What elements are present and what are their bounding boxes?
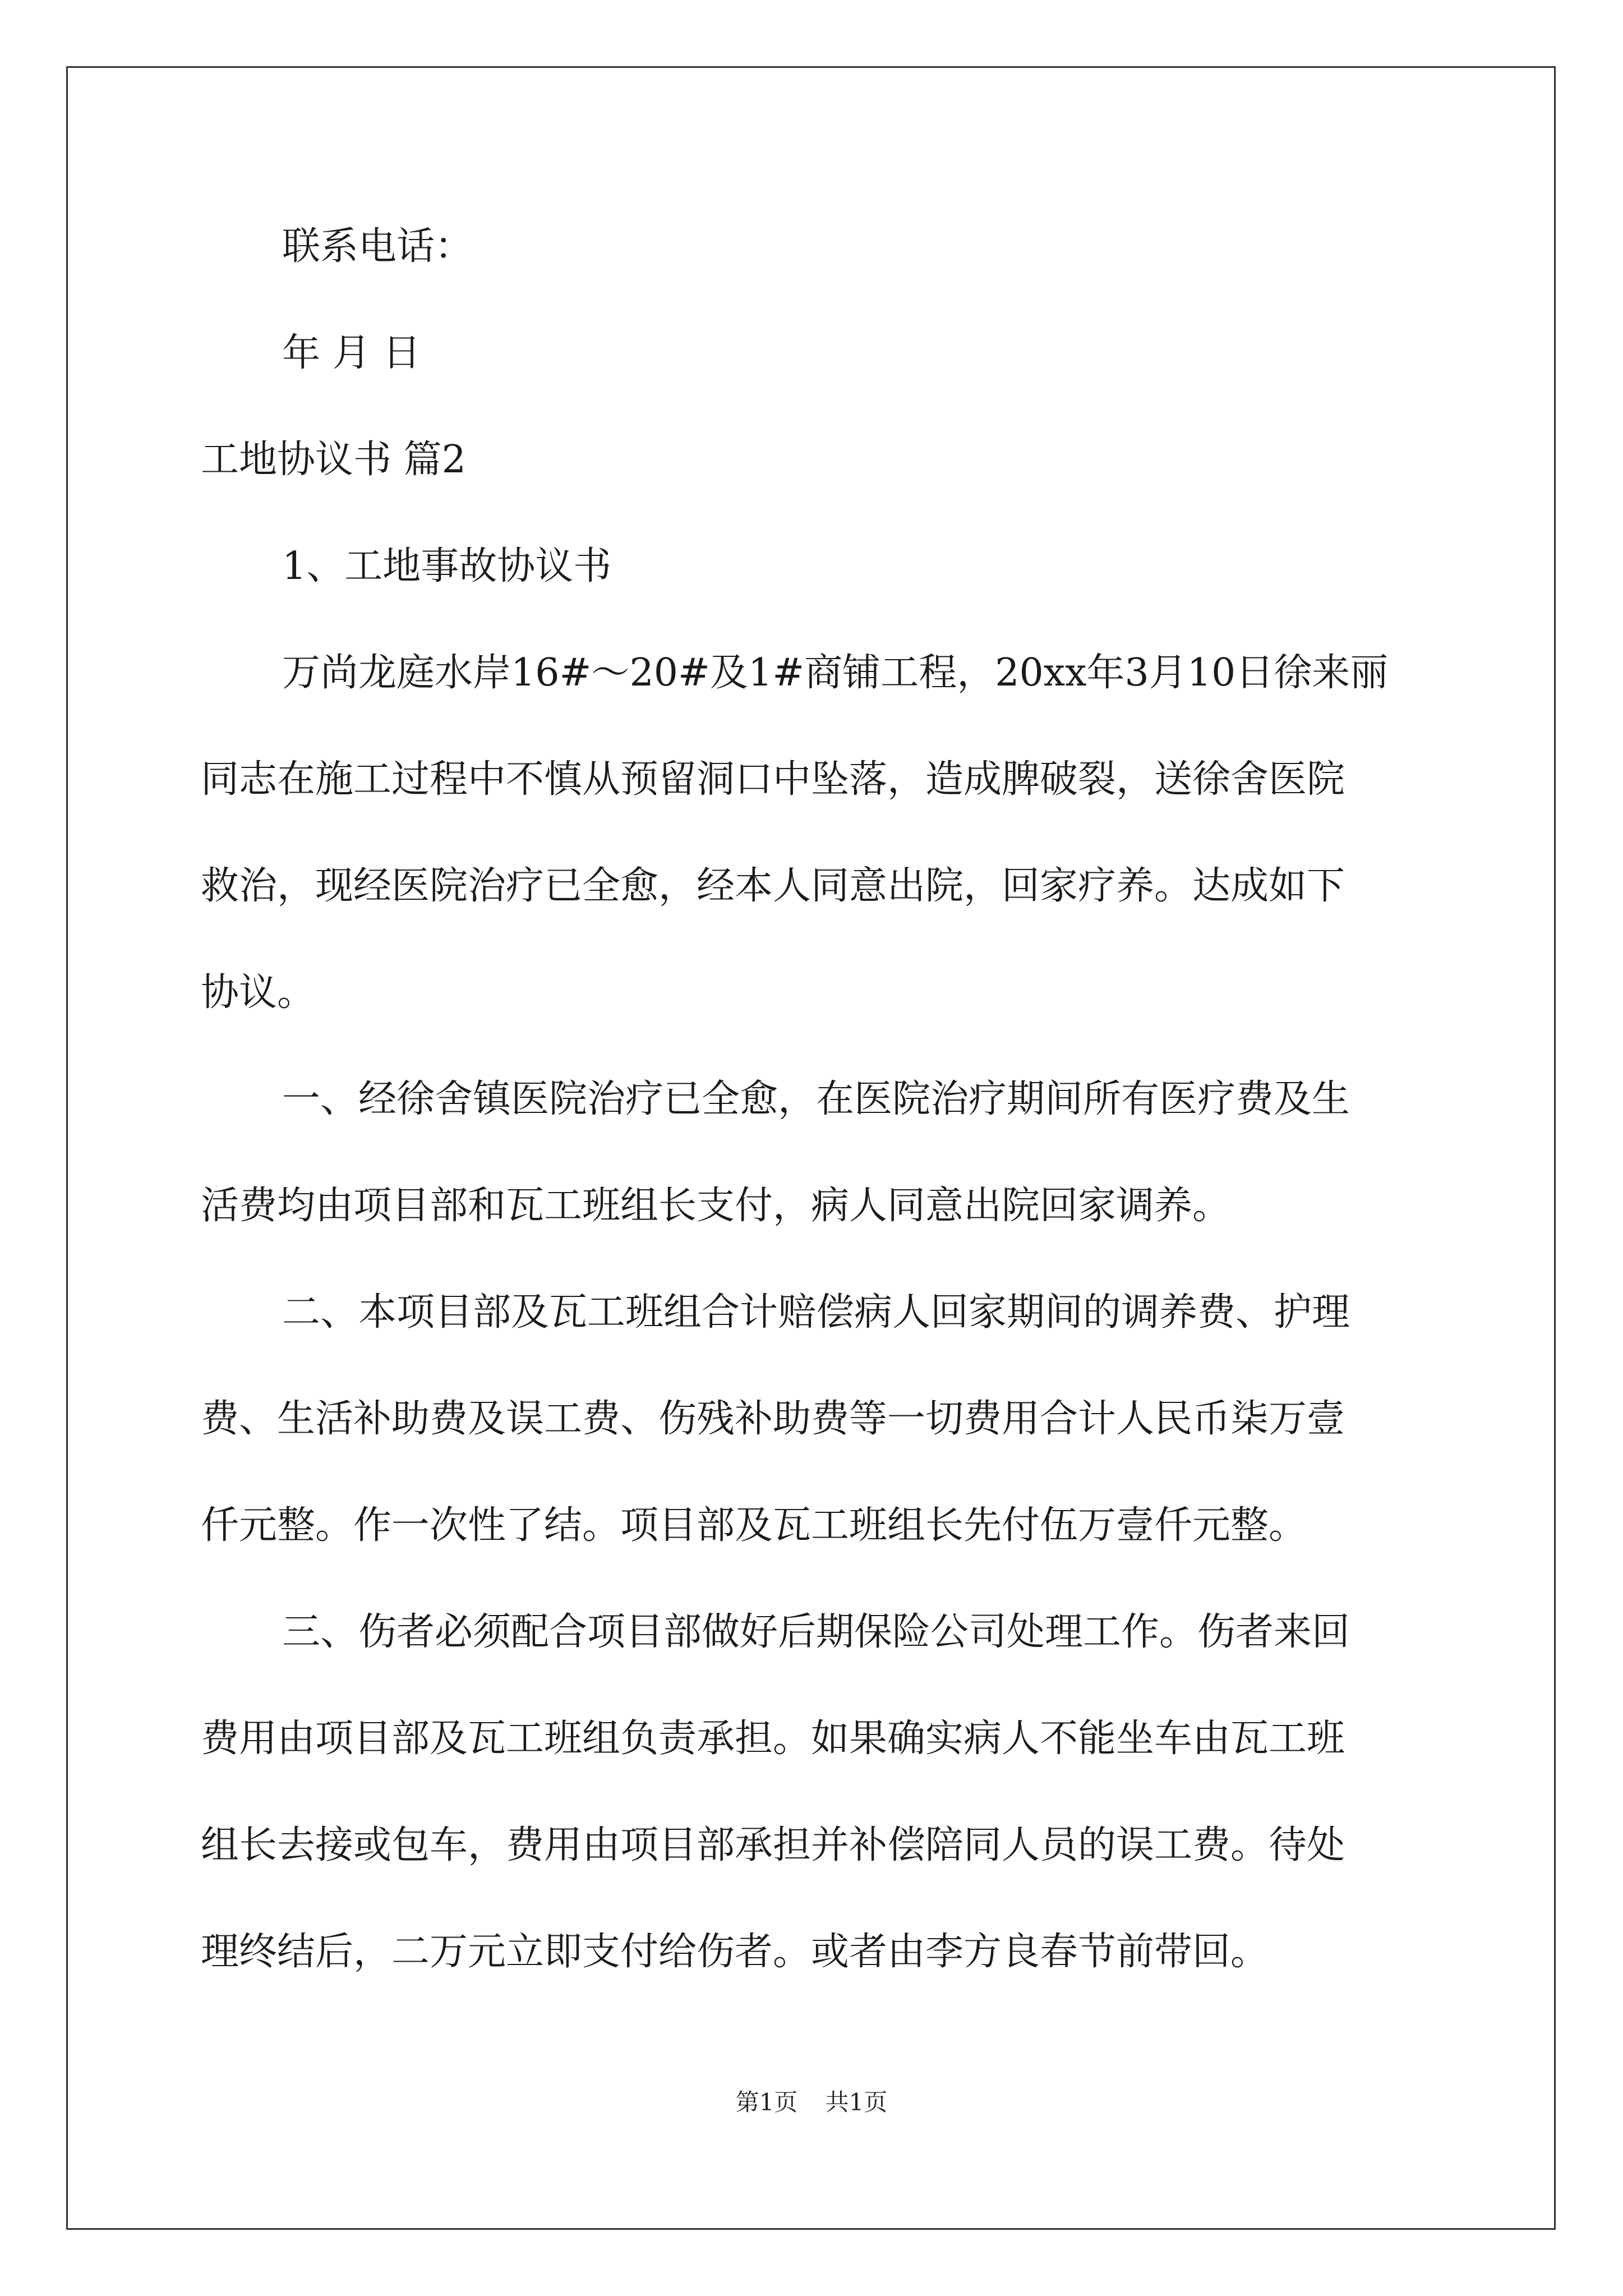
clause-two-line: 费、生活补助费及误工费、伤残补助费等一切费用合计人民币柒万壹: [201, 1397, 1345, 1441]
contact-phone-line: 联系电话：: [282, 224, 473, 269]
clause-two-line: 仟元整。作一次性了结。项目部及瓦工班组长先付伍万壹仟元整。: [201, 1503, 1307, 1548]
date-line: 年 月 日: [282, 331, 421, 375]
page-border: [66, 66, 1556, 2230]
clause-three-line: 理终结后，二万元立即支付给伤者。或者由李方良春节前带回。: [201, 1930, 1269, 1974]
section-title: 工地协议书 篇2: [201, 438, 466, 482]
paragraph-line: 同志在施工过程中不慎从预留洞口中坠落，造成脾破裂，送徐舍医院: [201, 757, 1345, 802]
page-number: 第1页: [735, 2088, 798, 2116]
clause-one-line: 一、经徐舍镇医院治疗已全愈，在医院治疗期间所有医疗费及生: [282, 1077, 1350, 1121]
paragraph-line: 救治，现经医院治疗已全愈，经本人同意出院，回家疗养。达成如下: [201, 864, 1345, 908]
paragraph-line: 协议。: [201, 970, 316, 1015]
clause-three-line: 费用由项目部及瓦工班组负责承担。如果确实病人不能坐车由瓦工班: [201, 1717, 1345, 1761]
page-footer: [0, 2086, 1623, 2119]
paragraph-line: 万尚龙庭水岸16#～20#及1#商铺工程，20xx年3月10日徐来丽: [282, 651, 1389, 695]
agreement-heading: 1、工地事故协议书: [282, 544, 612, 588]
total-pages: 共1页: [825, 2088, 888, 2116]
clause-two-line: 二、本项目部及瓦工班组合计赔偿病人回家期间的调养费、护理: [282, 1290, 1350, 1335]
clause-one-line: 活费均由项目部和瓦工班组长支付，病人同意出院回家调养。: [201, 1184, 1231, 1228]
clause-three-line: 组长去接或包车，费用由项目部承担并补偿陪同人员的误工费。待处: [201, 1823, 1345, 1867]
clause-three-line: 三、伤者必须配合项目部做好后期保险公司处理工作。伤者来回: [282, 1610, 1350, 1654]
